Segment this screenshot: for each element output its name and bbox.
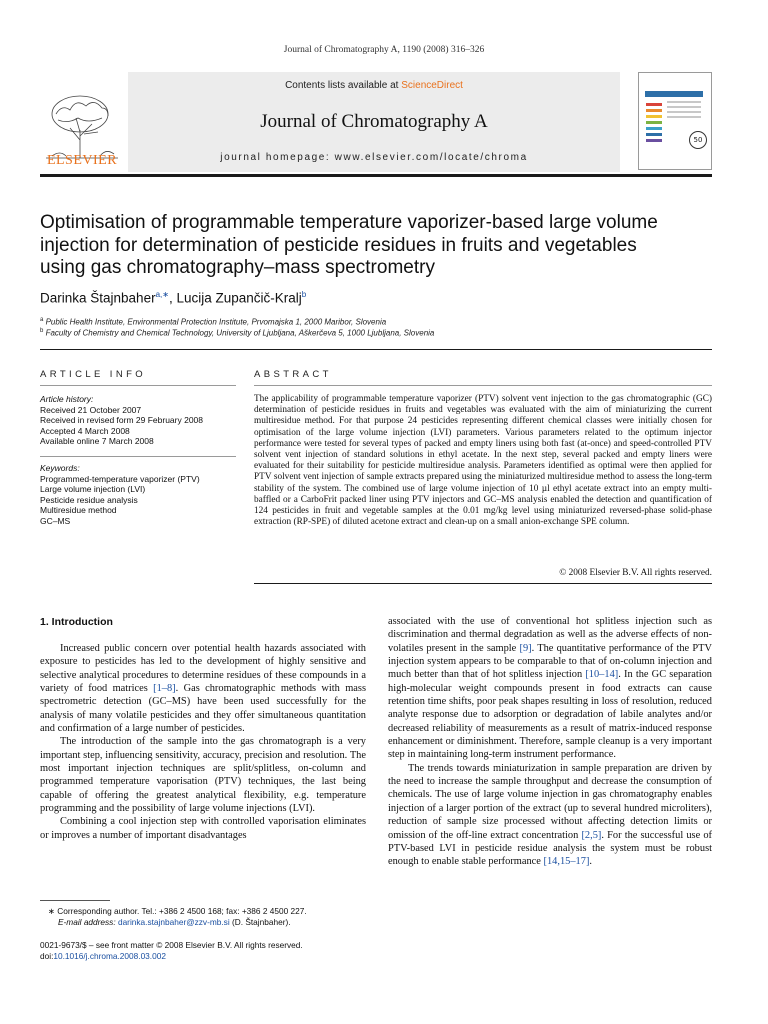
sciencedirect-link[interactable]: ScienceDirect — [401, 80, 463, 91]
history-item: Accepted 4 March 2008 — [40, 425, 130, 436]
body-paragraph — [388, 762, 712, 869]
body-paragraph: Combining a cool injection step with controlled vaporisation eliminates or improves a number of important disadvantages — [40, 816, 366, 841]
section-heading-introduction: 1. Introduction — [40, 616, 113, 628]
reference-link[interactable]: [1–8] — [153, 683, 176, 695]
body-column-left — [40, 642, 366, 842]
contents-prefix: Contents lists available at — [285, 80, 402, 91]
body-paragraph — [40, 642, 366, 735]
keyword-item: Large volume injection (LVI) — [40, 484, 146, 495]
reference-link[interactable]: [2,5] — [581, 829, 602, 841]
keywords-label: Keywords: — [40, 463, 80, 473]
reference-link[interactable]: [9] — [519, 642, 532, 654]
affiliation-b — [40, 328, 712, 338]
doi-label: doi: — [40, 951, 54, 961]
email-link[interactable]: darinka.stajnbaher@zzv-mb.si — [117, 917, 230, 927]
author-affiliation-link[interactable]: b — [301, 290, 307, 299]
cover-color-bar — [646, 139, 662, 142]
abstract-bottom-rule — [254, 583, 712, 584]
email-label: E-mail address: — [58, 917, 118, 927]
journal-name: Journal of Chromatography A — [260, 111, 488, 132]
title-line: Optimisation of programmable temperature vaporizer-based large volume — [40, 212, 658, 233]
cover-title-band — [645, 91, 703, 97]
abstract-rule — [254, 385, 712, 386]
email-note — [58, 917, 388, 928]
title-line: injection for determination of pesticide residues in fruits and vegetables — [40, 234, 637, 256]
author-separator: , — [168, 290, 177, 306]
footnote-rule — [40, 900, 110, 901]
author-name: Darinka Štajnbaher — [40, 290, 156, 306]
history-item: Received in revised form 29 February 2008 — [40, 415, 203, 426]
title-line: using gas chromatography–mass spectrometry — [40, 257, 435, 278]
journal-homepage[interactable]: journal homepage: www.elsevier.com/locate/chroma — [220, 152, 528, 163]
paragraph-text: . Gas chromatographic methods with mass spectrometric detection (GC–MS) have been used successfully for the analysis of many volatile pesticides and they offer simultaneous quantitation and confirmation of a large number of pesticides. — [40, 683, 367, 735]
author-list — [40, 290, 712, 306]
article-info-rule — [40, 456, 236, 457]
keyword-item: Programmed-temperature vaporizer (PTV) — [40, 473, 200, 484]
cover-color-bar — [646, 115, 662, 118]
cover-text-lines — [667, 101, 701, 121]
author-affiliation-link[interactable]: a,∗ — [155, 290, 169, 299]
cover-color-bar — [646, 103, 662, 106]
paragraph-text: The trends towards miniaturization in sample preparation are driven by the need to increase the sample throughput and decrease the consumption of chemicals. The use of large volume injection in gas chromatography enables injection of a larger portion of the extract (up to several hundred microliters), reduction of sample size processed without affecting detection limits or omission of the off-line extract concentration — [388, 762, 712, 841]
article-info-heading: ARTICLE INFO — [40, 369, 147, 380]
paragraph-text: . For the successful use of PTV-based LVI in pesticide residue analysis the system must be robust enough to enable stable performance — [388, 829, 712, 868]
body-paragraph — [388, 615, 712, 762]
doi-link[interactable]: 10.1016/j.chroma.2008.03.002 — [53, 951, 166, 961]
abstract-copyright: © 2008 Elsevier B.V. All rights reserved. — [559, 568, 712, 578]
keyword-item: GC–MS — [40, 515, 71, 526]
journal-citation: Journal of Chromatography A, 1190 (2008) 316–326 — [283, 45, 485, 55]
issn-line: 0021-9673/$ – see front matter © 2008 Elsevier B.V. All rights reserved. — [40, 940, 303, 950]
affiliation-mark: a — [40, 317, 44, 323]
history-item: Available online 7 March 2008 — [40, 436, 154, 447]
affiliation-a — [40, 317, 712, 327]
reference-link[interactable]: [10–14] — [585, 669, 619, 681]
contents-line — [128, 80, 620, 91]
section-rule — [40, 349, 712, 350]
paragraph-text: . In the GC separation high-molecular weight compounds present in food extracts can cause retention time shifts, poor peak shapes resulting in loss of resolution, reduced analyte response due to adsorption or degradation of labile analytes and/or decreased reliability of measurements as a result of matrix-induced response enhancement or diminishment. Therefore, sample cleanup is a very important step in maintaining long-term instrument performance. — [388, 669, 712, 761]
paragraph-text: . The quantitative performance of the PTV injection system appears to be comparable to that of on-column injection and much better than that of hot splitless injection — [388, 642, 712, 681]
article-title — [40, 212, 712, 280]
keyword-item: Pesticide residue analysis — [40, 494, 138, 505]
paragraph-text: associated with the use of conventional hot splitless injection such as discrimination and thermal degradation as well as the adverse effects of non-volatiles present in the sample — [388, 616, 712, 654]
cover-color-bar — [646, 121, 662, 124]
article-info-rule — [40, 385, 236, 386]
doi-line — [40, 951, 370, 962]
keywords — [40, 463, 240, 527]
affiliation-text: Faculty of Chemistry and Chemical Technology, University of Ljubljana, Aškerčeva 5, 1000 Ljubljana, Slovenia — [43, 328, 435, 338]
affiliation-text: Public Health Institute, Environmental Protection Institute, Prvomajska 1, 2000 Maribor, Slovenia — [43, 317, 387, 327]
journal-cover-image — [638, 72, 712, 170]
body-paragraph: The introduction of the sample into the gas chromatograph is a very important step, influencing sensitivity, accuracy, precision and resolution. The most important injection techniques are split/splitless, on-column and programmed temperature vaporisation (PTV) techniques, the last being capable of offering the greatest analytical flexibility, e.g. temperature programming and the possibility of large volume injections (LVI). — [40, 736, 366, 815]
abstract-text: The applicability of programmable temperature vaporizer (PTV) solvent vent injection to the gas chromatographic (GC) determination of pesticide residues in fruits and vegetables was evaluated with the aim of miniaturizing the current multiresidue method. For that purpose 24 pesticides representing different chemical classes were initially chosen for optimisation of the large volume injection (LVI) parameters. Various parameters related to the optimum injector performance were tested for several types of packed and empty liners using both fast (at-once) and speed-controlled PTV solvent vent injection of standard solutions in ethyl acetate. In the next step, several packed and empty liners were evaluated for their suitability for pesticide multiresidue analysis. Parameters identified as optimal were then applied for PTV solvent vent injection of sample extracts prepared using the miniaturized multiresidue method to assess the long-term stability of the system. The combined use of large volume injection of 10 µl ethyl acetate extract into an empty multi-baffled or a CarboFrit packed liner using PTV injectors and GC–MS analysis enabled the detection and quantification of 124 pesticides in fruit and vegetable samples at the 0.01 mg/kg level using miniaturized reversed-phase solid-phase extraction (RP-SPE) of diluted acetone extract and clean-up on a small anion-exchange SPE column. — [254, 394, 712, 528]
author-name: Lucija Zupančič-Kralj — [176, 290, 302, 306]
corresponding-author-note: ∗ Corresponding author. Tel.: +386 2 4500 168; fax: +386 2 4500 227. — [48, 906, 307, 916]
history-label: Article history: — [40, 394, 94, 404]
paragraph-text: . — [589, 856, 593, 868]
body-column-right — [388, 615, 712, 869]
keyword-item: Multiresidue method — [40, 505, 117, 516]
header-rule — [40, 174, 712, 177]
paragraph-text: Increased public concern over potential health hazards associated with exposure to pesticides has led to the development of highly sensitive and selective analytical procedures to determine residues of these compounds in a variety of food matrices — [40, 643, 366, 695]
reference-link[interactable]: [14,15–17] — [543, 856, 590, 868]
elsevier-wordmark: ELSEVIER — [46, 153, 118, 168]
cover-anniversary-badge: 50 — [689, 131, 707, 149]
history-item: Received 21 October 2007 — [40, 404, 142, 415]
cover-color-bar — [646, 133, 662, 136]
abstract-heading: ABSTRACT — [254, 369, 332, 380]
email-suffix: (D. Štajnbaher). — [229, 917, 291, 927]
cover-color-bar — [646, 109, 662, 112]
article-history — [40, 394, 240, 447]
cover-color-bar — [646, 127, 662, 130]
affiliation-mark: b — [40, 328, 44, 334]
